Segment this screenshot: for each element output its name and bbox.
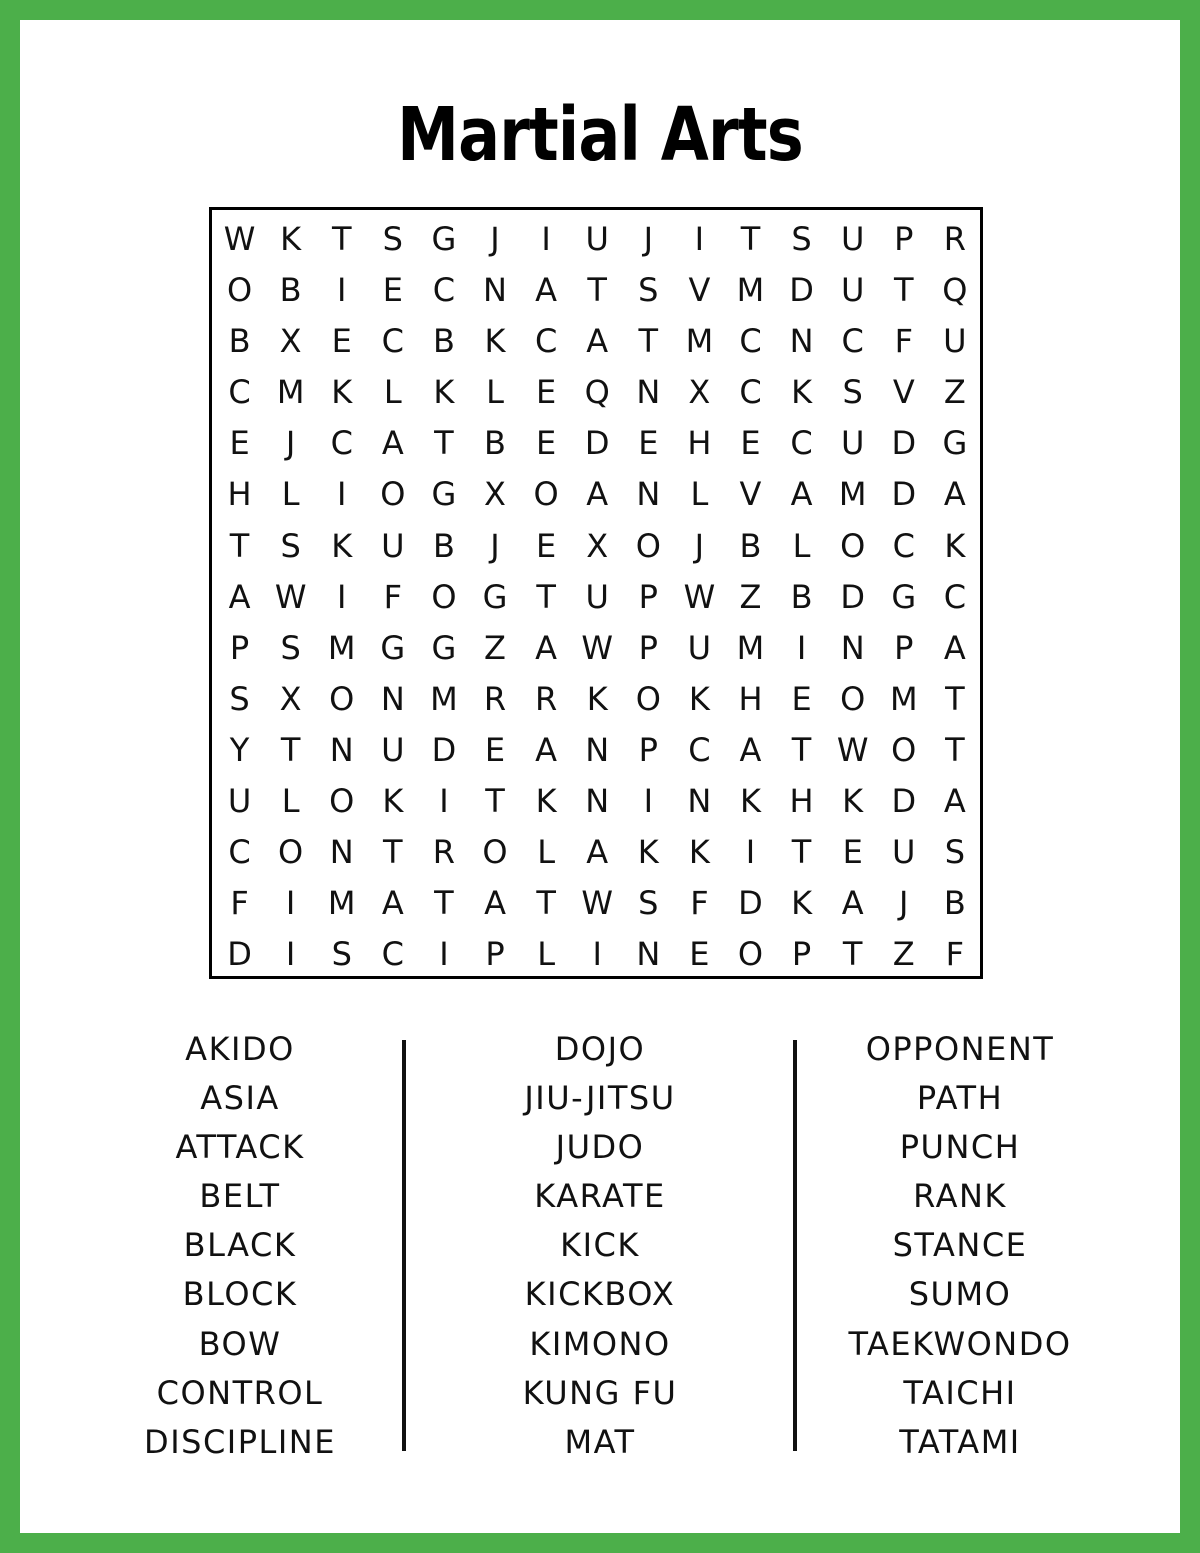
grid-letter[interactable]: S: [331, 935, 352, 974]
grid-letter[interactable]: K: [382, 782, 404, 821]
grid-letter[interactable]: E: [842, 833, 863, 872]
word-list-item: CONTROL: [156, 1373, 324, 1412]
grid-letter[interactable]: D: [891, 424, 917, 463]
word-list-column-2: [420, 1025, 780, 1467]
grid-letter[interactable]: U: [892, 833, 916, 872]
grid-letter[interactable]: T: [485, 782, 505, 821]
grid-letter[interactable]: A: [943, 475, 966, 514]
grid-letter[interactable]: C: [432, 271, 456, 310]
grid-letter[interactable]: N: [636, 475, 661, 514]
word-list-item: DOJO: [554, 1030, 646, 1068]
grid-letter[interactable]: S: [791, 220, 812, 258]
grid-letter[interactable]: N: [636, 935, 661, 974]
word-list-item: BLACK: [183, 1226, 297, 1265]
grid-letter[interactable]: P: [638, 577, 658, 616]
grid-letter[interactable]: V: [892, 373, 915, 412]
grid-letter[interactable]: M: [889, 679, 918, 718]
word-list-item: TATAMI: [899, 1422, 1021, 1461]
grid-letter[interactable]: C: [892, 526, 915, 565]
grid-letter[interactable]: O: [635, 526, 661, 565]
word-list-item: STANCE: [892, 1226, 1028, 1265]
grid-letter[interactable]: R: [432, 833, 456, 872]
page-title: Martial Arts: [397, 92, 803, 178]
word-list-item: PUNCH: [899, 1128, 1021, 1167]
grid-letter[interactable]: S: [944, 833, 966, 872]
grid-letter[interactable]: Z: [739, 577, 762, 616]
grid-letter[interactable]: U: [227, 782, 252, 821]
grid-letter[interactable]: U: [687, 628, 712, 667]
word-list-item: MAT: [564, 1422, 636, 1461]
grid-letter[interactable]: M: [838, 475, 867, 514]
grid-letter[interactable]: U: [381, 526, 405, 565]
word-list-item: JUDO: [555, 1128, 645, 1167]
word-list-item: PATH: [916, 1079, 1004, 1118]
grid-letter[interactable]: L: [281, 782, 300, 821]
grid-letter[interactable]: P: [894, 628, 914, 667]
grid-letter[interactable]: C: [228, 373, 251, 412]
grid-letter[interactable]: U: [943, 322, 967, 361]
grid-letter[interactable]: P: [638, 628, 658, 667]
grid-letter[interactable]: T: [536, 577, 556, 616]
grid-letter[interactable]: A: [790, 475, 813, 514]
grid-letter[interactable]: N: [380, 679, 405, 718]
grid-letter[interactable]: L: [690, 475, 709, 514]
grid-letter[interactable]: I: [337, 271, 347, 310]
grid-letter[interactable]: I: [439, 935, 449, 974]
grid-letter[interactable]: T: [791, 730, 812, 769]
grid-letter[interactable]: Z: [484, 628, 506, 667]
grid-letter[interactable]: S: [382, 220, 403, 258]
grid-letter[interactable]: D: [227, 935, 252, 974]
grid-letter[interactable]: N: [329, 730, 354, 769]
grid-letter[interactable]: A: [535, 730, 558, 769]
grid-letter[interactable]: G: [431, 475, 457, 514]
grid-letter[interactable]: C: [790, 424, 813, 463]
grid-letter[interactable]: U: [585, 220, 609, 258]
grid-letter[interactable]: A: [535, 271, 558, 310]
grid-letter[interactable]: B: [432, 322, 455, 361]
grid-letter[interactable]: K: [688, 833, 710, 872]
grid-letter[interactable]: A: [586, 322, 609, 361]
word-list-item: RANK: [913, 1177, 1007, 1216]
grid-letter[interactable]: T: [536, 884, 556, 923]
grid-letter[interactable]: B: [943, 884, 966, 923]
grid-letter[interactable]: E: [382, 271, 403, 310]
grid-letter[interactable]: O: [482, 833, 508, 872]
grid-letter[interactable]: S: [229, 679, 250, 718]
grid-letter[interactable]: Q: [584, 373, 610, 412]
grid-letter[interactable]: D: [891, 782, 917, 821]
grid-letter[interactable]: F: [383, 577, 403, 616]
grid-letter[interactable]: D: [738, 884, 763, 923]
grid-letter[interactable]: C: [228, 833, 251, 872]
grid-letter[interactable]: X: [279, 322, 302, 361]
word-list-item: JIU-JITSU: [524, 1079, 676, 1118]
word-list-item: ASIA: [200, 1079, 280, 1118]
grid-letter[interactable]: A: [381, 884, 404, 923]
word-list-item: OPPONENT: [865, 1030, 1055, 1068]
grid-letter[interactable]: B: [279, 271, 302, 310]
grid-letter[interactable]: L: [383, 373, 402, 412]
grid-letter[interactable]: M: [736, 628, 765, 667]
grid-letter[interactable]: C: [330, 424, 353, 463]
grid-letter[interactable]: I: [592, 935, 602, 974]
grid-letter[interactable]: J: [694, 526, 705, 565]
grid-letter[interactable]: Y: [229, 730, 250, 769]
grid-letter[interactable]: C: [534, 322, 558, 361]
grid-letter[interactable]: I: [694, 220, 705, 258]
grid-letter[interactable]: C: [381, 935, 404, 974]
grid-letter[interactable]: U: [840, 220, 865, 258]
grid-letter[interactable]: G: [380, 628, 406, 667]
grid-letter[interactable]: L: [281, 475, 300, 514]
grid-letter[interactable]: T: [945, 679, 965, 718]
grid-letter[interactable]: L: [537, 833, 556, 872]
grid-letter[interactable]: F: [894, 322, 913, 361]
grid-letter[interactable]: C: [739, 322, 762, 361]
grid-letter[interactable]: E: [689, 935, 710, 974]
grid-letter[interactable]: G: [431, 628, 457, 667]
grid-letter[interactable]: B: [739, 526, 762, 565]
grid-letter[interactable]: T: [791, 833, 812, 872]
grid-letter[interactable]: W: [223, 220, 256, 258]
grid-letter[interactable]: K: [586, 679, 608, 718]
grid-letter[interactable]: A: [381, 424, 404, 463]
grid-letter[interactable]: N: [329, 833, 354, 872]
word-list-item: KUNG FU: [522, 1373, 678, 1412]
word-list-item: KICK: [560, 1226, 640, 1265]
grid-letter[interactable]: N: [636, 373, 661, 412]
grid-letter[interactable]: T: [740, 220, 761, 258]
word-list-column-1: [60, 1025, 420, 1467]
grid-letter[interactable]: W: [581, 628, 614, 667]
grid-letter[interactable]: B: [228, 322, 251, 361]
word-search-grid: [214, 214, 980, 980]
grid-letter[interactable]: D: [431, 730, 457, 769]
grid-letter[interactable]: T: [842, 935, 863, 974]
grid-letter[interactable]: P: [485, 935, 505, 974]
grid-letter[interactable]: I: [745, 833, 756, 872]
grid-letter[interactable]: M: [685, 322, 714, 361]
grid-letter[interactable]: K: [791, 373, 813, 412]
grid-letter[interactable]: G: [891, 577, 917, 616]
grid-letter[interactable]: W: [274, 577, 307, 616]
grid-letter[interactable]: E: [638, 424, 659, 463]
grid-letter[interactable]: I: [285, 884, 296, 923]
grid-letter[interactable]: H: [227, 475, 252, 514]
grid-letter[interactable]: F: [690, 884, 709, 923]
word-search-grid-frame: [209, 207, 983, 979]
grid-letter[interactable]: W: [836, 730, 869, 769]
word-list-item: TAICHI: [903, 1373, 1017, 1412]
grid-letter[interactable]: O: [891, 730, 917, 769]
grid-letter[interactable]: K: [944, 526, 966, 565]
grid-letter[interactable]: M: [736, 271, 765, 310]
grid-letter[interactable]: X: [484, 475, 506, 514]
grid-letter[interactable]: A: [586, 833, 609, 872]
grid-letter[interactable]: P: [638, 730, 658, 769]
grid-letter[interactable]: K: [535, 782, 557, 821]
word-list: [20, 1025, 1180, 1465]
grid-letter[interactable]: T: [945, 730, 965, 769]
grid-letter[interactable]: J: [643, 220, 654, 258]
grid-letter[interactable]: O: [278, 833, 304, 872]
grid-letter[interactable]: I: [796, 628, 807, 667]
grid-letter[interactable]: B: [432, 526, 455, 565]
grid-letter[interactable]: C: [688, 730, 711, 769]
grid-letter[interactable]: U: [381, 730, 405, 769]
grid-letter[interactable]: Z: [943, 373, 966, 412]
grid-letter[interactable]: I: [337, 577, 347, 616]
grid-letter[interactable]: A: [484, 884, 506, 923]
grid-letter[interactable]: N: [687, 782, 712, 821]
grid-letter[interactable]: E: [229, 424, 250, 463]
grid-letter[interactable]: D: [891, 475, 917, 514]
grid-letter[interactable]: U: [840, 424, 865, 463]
grid-letter[interactable]: X: [586, 526, 609, 565]
grid-letter[interactable]: E: [484, 730, 506, 769]
grid-letter[interactable]: J: [490, 220, 500, 258]
grid-letter[interactable]: T: [383, 833, 403, 872]
grid-letter[interactable]: K: [280, 220, 302, 258]
grid-letter[interactable]: W: [581, 884, 614, 923]
grid-letter[interactable]: A: [586, 475, 609, 514]
grid-letter[interactable]: K: [688, 679, 710, 718]
grid-letter[interactable]: O: [737, 935, 764, 974]
grid-letter[interactable]: H: [789, 782, 814, 821]
grid-letter[interactable]: E: [331, 322, 352, 361]
grid-letter[interactable]: O: [329, 782, 355, 821]
grid-letter[interactable]: A: [943, 782, 966, 821]
grid-letter[interactable]: B: [484, 424, 506, 463]
worksheet-page: [20, 20, 1180, 1533]
grid-letter[interactable]: M: [430, 679, 458, 718]
grid-letter[interactable]: T: [434, 884, 454, 923]
word-list-item: DISCIPLINE: [144, 1422, 336, 1461]
word-list-item: KIMONO: [529, 1324, 671, 1363]
grid-letter[interactable]: V: [688, 271, 711, 310]
grid-letter[interactable]: I: [337, 475, 347, 514]
grid-letter[interactable]: B: [790, 577, 813, 616]
grid-letter[interactable]: M: [327, 884, 356, 923]
grid-letter[interactable]: K: [739, 782, 761, 821]
grid-letter[interactable]: T: [331, 220, 352, 258]
grid-letter[interactable]: U: [585, 577, 609, 616]
grid-letter[interactable]: O: [226, 271, 253, 310]
word-list-column-3: [780, 1025, 1140, 1467]
grid-letter[interactable]: I: [439, 782, 449, 821]
word-list-item: KICKBOX: [524, 1275, 676, 1314]
grid-letter[interactable]: D: [789, 271, 814, 310]
grid-letter[interactable]: E: [536, 526, 557, 565]
grid-letter[interactable]: J: [285, 424, 296, 463]
grid-letter[interactable]: O: [840, 526, 866, 565]
grid-letter[interactable]: E: [791, 679, 812, 718]
grid-letter[interactable]: E: [536, 424, 557, 463]
grid-letter[interactable]: H: [738, 679, 763, 718]
grid-letter[interactable]: T: [280, 730, 301, 769]
grid-letter[interactable]: N: [840, 628, 865, 667]
grid-letter[interactable]: J: [490, 526, 500, 565]
grid-letter[interactable]: Q: [942, 271, 968, 310]
grid-letter[interactable]: O: [380, 475, 406, 514]
grid-letter[interactable]: K: [433, 373, 455, 412]
grid-letter[interactable]: D: [840, 577, 865, 616]
grid-letter[interactable]: R: [483, 679, 507, 718]
column-divider: [402, 1040, 406, 1451]
grid-letter[interactable]: L: [792, 526, 811, 565]
grid-letter[interactable]: I: [541, 220, 551, 258]
grid-letter[interactable]: O: [635, 679, 661, 718]
grid-letter[interactable]: H: [687, 424, 712, 463]
grid-letter[interactable]: G: [482, 577, 508, 616]
grid-letter[interactable]: K: [842, 782, 864, 821]
word-list-item: AKIDO: [185, 1030, 295, 1068]
word-list-item: BOW: [198, 1324, 282, 1363]
word-list-item: ATTACK: [175, 1128, 305, 1167]
grid-letter[interactable]: G: [942, 424, 968, 463]
word-list-item: BLOCK: [182, 1275, 298, 1314]
grid-letter[interactable]: F: [945, 935, 965, 974]
grid-letter[interactable]: A: [841, 884, 864, 923]
grid-letter[interactable]: N: [483, 271, 507, 310]
column-divider: [793, 1040, 797, 1451]
grid-letter[interactable]: O: [431, 577, 457, 616]
grid-letter[interactable]: X: [279, 679, 302, 718]
word-list-item: BELT: [199, 1177, 281, 1216]
grid-letter[interactable]: V: [739, 475, 762, 514]
grid-letter[interactable]: X: [688, 373, 711, 412]
grid-letter[interactable]: S: [842, 373, 863, 412]
grid-letter[interactable]: T: [229, 526, 250, 565]
grid-letter[interactable]: T: [434, 424, 454, 463]
grid-letter[interactable]: O: [533, 475, 559, 514]
grid-letter[interactable]: S: [638, 884, 659, 923]
grid-letter[interactable]: L: [486, 373, 504, 412]
grid-letter[interactable]: C: [841, 322, 864, 361]
grid-letter[interactable]: C: [381, 322, 404, 361]
grid-letter[interactable]: A: [943, 628, 966, 667]
grid-letter[interactable]: A: [228, 577, 251, 616]
grid-letter[interactable]: P: [229, 628, 250, 667]
grid-letter[interactable]: A: [535, 628, 558, 667]
grid-letter[interactable]: S: [280, 526, 301, 565]
grid-letter[interactable]: N: [789, 322, 814, 361]
grid-letter[interactable]: N: [585, 730, 610, 769]
grid-letter[interactable]: K: [331, 526, 353, 565]
grid-letter[interactable]: T: [638, 322, 659, 361]
grid-letter[interactable]: E: [536, 373, 557, 412]
grid-letter[interactable]: S: [638, 271, 659, 310]
grid-letter[interactable]: A: [739, 730, 762, 769]
grid-letter[interactable]: K: [484, 322, 506, 361]
grid-letter[interactable]: G: [431, 220, 457, 258]
grid-letter[interactable]: P: [791, 935, 812, 974]
grid-letter[interactable]: N: [585, 782, 610, 821]
grid-letter[interactable]: I: [643, 782, 654, 821]
grid-letter[interactable]: O: [329, 679, 355, 718]
grid-letter[interactable]: O: [840, 679, 866, 718]
grid-letter[interactable]: K: [791, 884, 813, 923]
grid-letter[interactable]: Z: [892, 935, 915, 974]
grid-letter[interactable]: C: [943, 577, 967, 616]
grid-letter[interactable]: R: [534, 679, 558, 718]
word-list-item: KARATE: [534, 1177, 666, 1216]
grid-letter[interactable]: K: [331, 373, 353, 412]
grid-letter[interactable]: S: [280, 628, 301, 667]
grid-letter[interactable]: C: [739, 373, 762, 412]
grid-letter[interactable]: M: [327, 628, 356, 667]
grid-letter[interactable]: P: [894, 220, 914, 258]
grid-letter[interactable]: F: [230, 884, 249, 923]
grid-letter[interactable]: T: [893, 271, 914, 310]
grid-letter[interactable]: K: [637, 833, 659, 872]
grid-letter[interactable]: U: [840, 271, 865, 310]
grid-letter[interactable]: M: [276, 373, 305, 412]
grid-letter[interactable]: D: [584, 424, 610, 463]
grid-letter[interactable]: R: [943, 220, 966, 258]
grid-letter[interactable]: L: [537, 935, 556, 974]
grid-letter[interactable]: W: [683, 577, 716, 616]
grid-letter[interactable]: E: [740, 424, 761, 463]
grid-letter[interactable]: J: [899, 884, 909, 923]
word-list-item: TAEKWONDO: [848, 1324, 1072, 1363]
grid-letter[interactable]: T: [587, 271, 607, 310]
word-list-item: SUMO: [908, 1275, 1012, 1314]
grid-letter[interactable]: I: [285, 935, 296, 974]
